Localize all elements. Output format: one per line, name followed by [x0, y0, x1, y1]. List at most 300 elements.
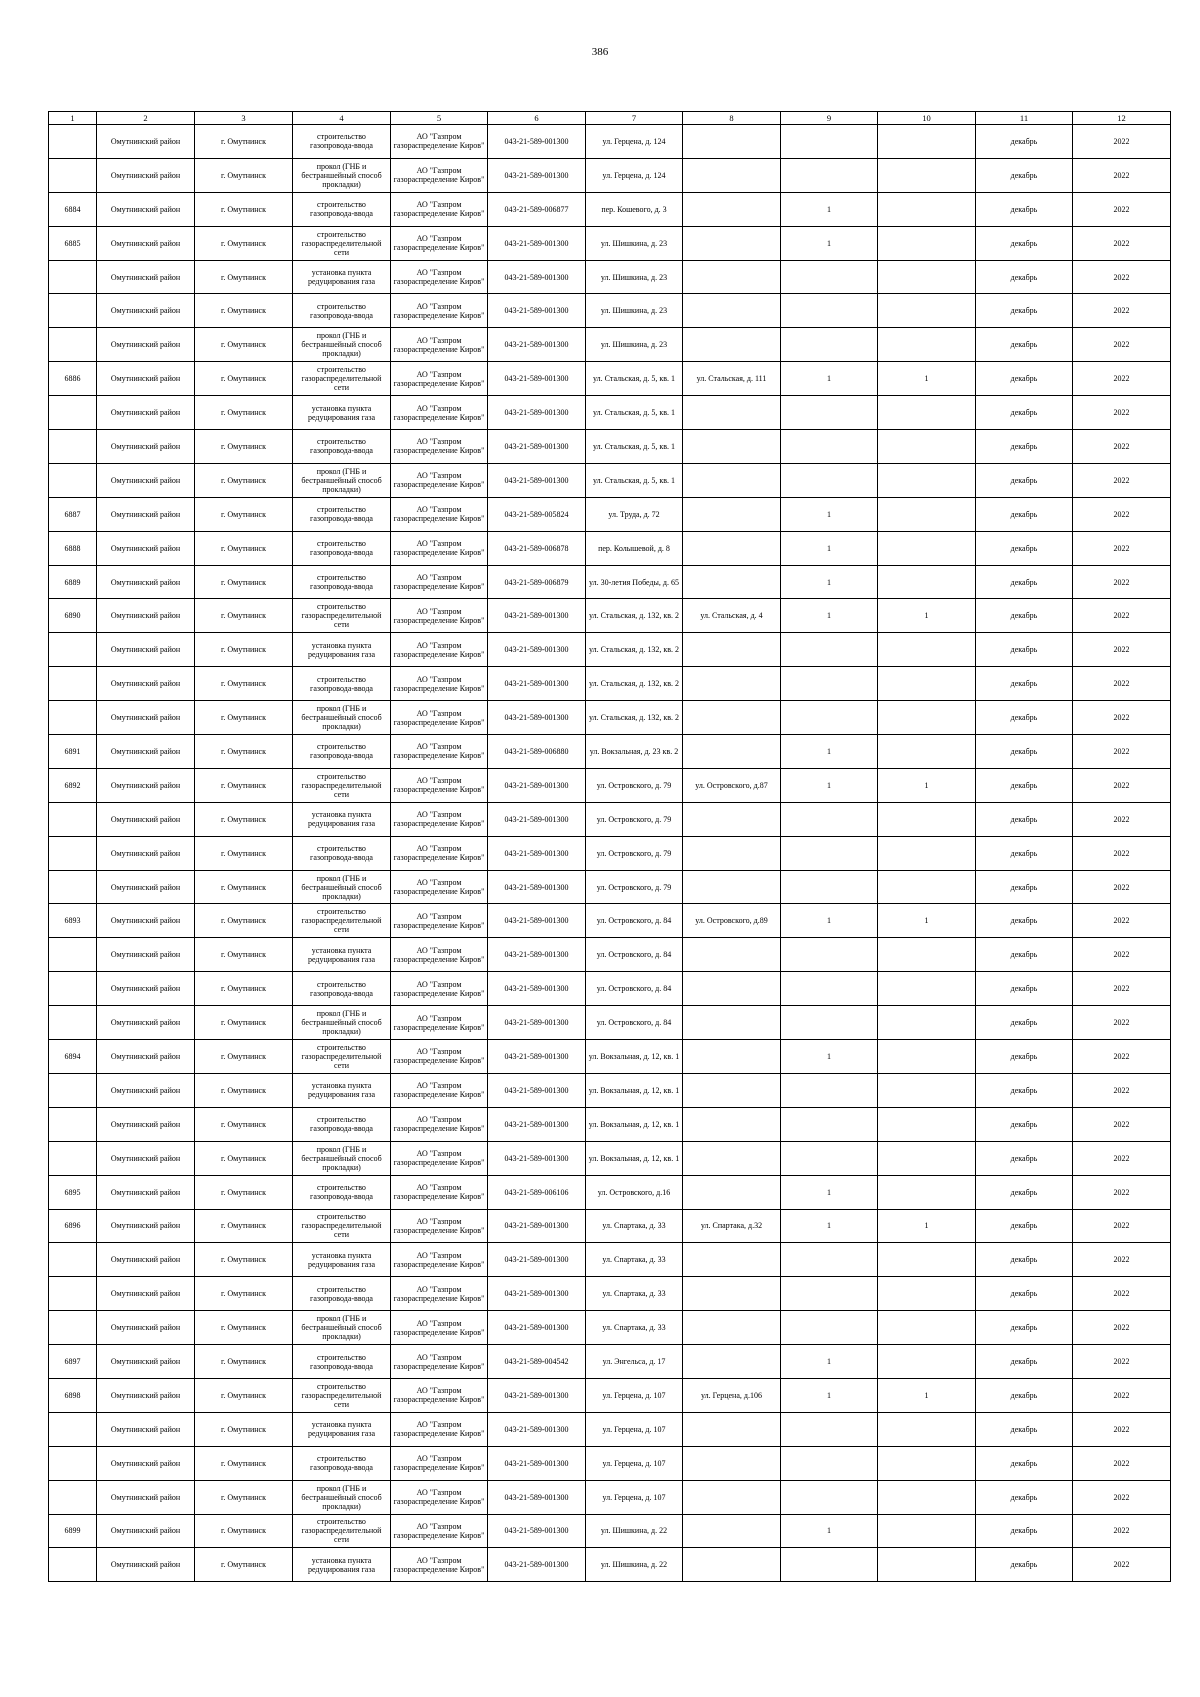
- cell-number: [49, 125, 97, 159]
- cell-year: 2022: [1073, 192, 1171, 226]
- cell-month: декабрь: [976, 667, 1073, 701]
- cell-organization: АО "Газпром газораспределение Киров": [391, 1412, 488, 1446]
- table-row: [49, 1412, 1171, 1446]
- cell-district: Омутнинский район: [97, 192, 195, 226]
- cell-city: г. Омутнинск: [195, 1311, 293, 1345]
- cell-address-2: [683, 1446, 781, 1480]
- cell-year: 2022: [1073, 1378, 1171, 1412]
- cell-col10: [878, 1446, 976, 1480]
- cell-year: 2022: [1073, 1243, 1171, 1277]
- cell-year: 2022: [1073, 1141, 1171, 1175]
- cell-col10: 1: [878, 904, 976, 938]
- cell-number: [49, 1412, 97, 1446]
- cell-address: ул. Островского, д.16: [586, 1175, 683, 1209]
- cell-col10: [878, 430, 976, 464]
- cell-year: 2022: [1073, 1514, 1171, 1548]
- cell-col9: [781, 1006, 878, 1040]
- cell-number: 6894: [49, 1040, 97, 1074]
- cell-month: декабрь: [976, 802, 1073, 836]
- cell-year: 2022: [1073, 904, 1171, 938]
- cell-col9: 1: [781, 1040, 878, 1074]
- cell-month: декабрь: [976, 362, 1073, 396]
- cell-address-2: [683, 226, 781, 260]
- cell-code: 043-21-589-001300: [488, 1311, 586, 1345]
- cell-district: Омутнинский район: [97, 1175, 195, 1209]
- cell-month: декабрь: [976, 226, 1073, 260]
- cell-district: Омутнинский район: [97, 768, 195, 802]
- cell-code: 043-21-589-006106: [488, 1175, 586, 1209]
- cell-organization: АО "Газпром газораспределение Киров": [391, 599, 488, 633]
- cell-address: ул. Герцена, д. 107: [586, 1446, 683, 1480]
- cell-district: Омутнинский район: [97, 1514, 195, 1548]
- cell-month: декабрь: [976, 192, 1073, 226]
- cell-address-2: [683, 158, 781, 192]
- cell-number: 6886: [49, 362, 97, 396]
- cell-city: г. Омутнинск: [195, 226, 293, 260]
- cell-city: г. Омутнинск: [195, 328, 293, 362]
- cell-col10: [878, 972, 976, 1006]
- table-row: [49, 1243, 1171, 1277]
- cell-year: 2022: [1073, 972, 1171, 1006]
- cell-col10: [878, 1548, 976, 1582]
- cell-city: г. Омутнинск: [195, 260, 293, 294]
- cell-district: Омутнинский район: [97, 972, 195, 1006]
- cell-col10: [878, 328, 976, 362]
- cell-year: 2022: [1073, 294, 1171, 328]
- cell-address-2: [683, 667, 781, 701]
- cell-month: декабрь: [976, 158, 1073, 192]
- cell-organization: АО "Газпром газораспределение Киров": [391, 1175, 488, 1209]
- cell-city: г. Омутнинск: [195, 1446, 293, 1480]
- cell-number: [49, 1141, 97, 1175]
- cell-district: Омутнинский район: [97, 1412, 195, 1446]
- cell-year: 2022: [1073, 226, 1171, 260]
- cell-code: 043-21-589-005824: [488, 497, 586, 531]
- cell-col10: [878, 836, 976, 870]
- cell-col10: [878, 125, 976, 159]
- cell-address-2: ул. Стальская, д. 4: [683, 599, 781, 633]
- cell-month: декабрь: [976, 904, 1073, 938]
- cell-address-2: [683, 1040, 781, 1074]
- cell-number: [49, 463, 97, 497]
- cell-col10: [878, 226, 976, 260]
- cell-work-type: установка пункта редуцирования газа: [293, 938, 391, 972]
- cell-month: декабрь: [976, 870, 1073, 904]
- cell-col9: [781, 870, 878, 904]
- cell-address: ул. Герцена, д. 107: [586, 1378, 683, 1412]
- header-row: [49, 112, 1171, 125]
- cell-year: 2022: [1073, 633, 1171, 667]
- cell-organization: АО "Газпром газораспределение Киров": [391, 701, 488, 735]
- cell-city: г. Омутнинск: [195, 294, 293, 328]
- table-row: [49, 633, 1171, 667]
- cell-code: 043-21-589-001300: [488, 226, 586, 260]
- cell-address: ул. Стальская, д. 5, кв. 1: [586, 463, 683, 497]
- cell-col10: [878, 1345, 976, 1379]
- cell-month: декабрь: [976, 972, 1073, 1006]
- cell-col10: [878, 158, 976, 192]
- cell-district: Омутнинский район: [97, 1073, 195, 1107]
- cell-month: декабрь: [976, 1378, 1073, 1412]
- cell-address: ул. Шишкина, д. 23: [586, 328, 683, 362]
- cell-city: г. Омутнинск: [195, 1243, 293, 1277]
- cell-col9: [781, 1412, 878, 1446]
- cell-district: Омутнинский район: [97, 1548, 195, 1582]
- cell-month: декабрь: [976, 1107, 1073, 1141]
- cell-organization: АО "Газпром газораспределение Киров": [391, 1277, 488, 1311]
- cell-number: [49, 802, 97, 836]
- cell-number: [49, 158, 97, 192]
- cell-work-type: прокол (ГНБ и бестраншейный способ прокладки): [293, 701, 391, 735]
- cell-address: ул. Островского, д. 79: [586, 870, 683, 904]
- cell-address: ул. Шишкина, д. 22: [586, 1514, 683, 1548]
- cell-year: 2022: [1073, 396, 1171, 430]
- cell-work-type: строительство газораспределительной сети: [293, 904, 391, 938]
- cell-work-type: установка пункта редуцирования газа: [293, 802, 391, 836]
- cell-organization: АО "Газпром газораспределение Киров": [391, 1480, 488, 1514]
- cell-address: ул. Герцена, д. 124: [586, 158, 683, 192]
- cell-number: 6892: [49, 768, 97, 802]
- cell-code: 043-21-589-001300: [488, 972, 586, 1006]
- cell-organization: АО "Газпром газораспределение Киров": [391, 904, 488, 938]
- cell-organization: АО "Газпром газораспределение Киров": [391, 396, 488, 430]
- table-row: [49, 1141, 1171, 1175]
- cell-address: ул. Стальская, д. 5, кв. 1: [586, 430, 683, 464]
- cell-col9: 1: [781, 497, 878, 531]
- cell-code: 043-21-589-001300: [488, 396, 586, 430]
- cell-month: декабрь: [976, 599, 1073, 633]
- cell-col9: 1: [781, 565, 878, 599]
- cell-code: 043-21-589-001300: [488, 430, 586, 464]
- cell-month: декабрь: [976, 1311, 1073, 1345]
- cell-month: декабрь: [976, 1073, 1073, 1107]
- cell-year: 2022: [1073, 565, 1171, 599]
- cell-district: Омутнинский район: [97, 633, 195, 667]
- cell-work-type: прокол (ГНБ и бестраншейный способ прокладки): [293, 1311, 391, 1345]
- table-row: [49, 463, 1171, 497]
- cell-code: 043-21-589-001300: [488, 870, 586, 904]
- cell-district: Омутнинский район: [97, 802, 195, 836]
- cell-col10: [878, 1040, 976, 1074]
- cell-col10: [878, 1107, 976, 1141]
- cell-organization: АО "Газпром газораспределение Киров": [391, 938, 488, 972]
- cell-work-type: строительство газопровода-ввода: [293, 531, 391, 565]
- cell-city: г. Омутнинск: [195, 1006, 293, 1040]
- cell-year: 2022: [1073, 667, 1171, 701]
- cell-district: Омутнинский район: [97, 1480, 195, 1514]
- cell-col9: 1: [781, 1175, 878, 1209]
- column-header-2: 2: [97, 112, 195, 125]
- cell-col9: 1: [781, 904, 878, 938]
- cell-city: г. Омутнинск: [195, 497, 293, 531]
- cell-code: 043-21-589-001300: [488, 1514, 586, 1548]
- cell-work-type: установка пункта редуцирования газа: [293, 260, 391, 294]
- cell-organization: АО "Газпром газораспределение Киров": [391, 125, 488, 159]
- cell-district: Омутнинский район: [97, 1141, 195, 1175]
- column-header-7: 7: [586, 112, 683, 125]
- cell-col9: 1: [781, 735, 878, 769]
- table-row: [49, 1006, 1171, 1040]
- cell-city: г. Омутнинск: [195, 802, 293, 836]
- cell-number: [49, 1277, 97, 1311]
- cell-code: 043-21-589-001300: [488, 1073, 586, 1107]
- cell-district: Омутнинский район: [97, 328, 195, 362]
- cell-number: [49, 1548, 97, 1582]
- cell-address: ул. Шишкина, д. 22: [586, 1548, 683, 1582]
- table-row: [49, 1446, 1171, 1480]
- cell-month: декабрь: [976, 463, 1073, 497]
- cell-code: 043-21-589-001300: [488, 362, 586, 396]
- cell-organization: АО "Газпром газораспределение Киров": [391, 565, 488, 599]
- cell-address-2: [683, 125, 781, 159]
- cell-month: декабрь: [976, 1345, 1073, 1379]
- cell-organization: АО "Газпром газораспределение Киров": [391, 1243, 488, 1277]
- cell-address: ул. Островского, д. 79: [586, 802, 683, 836]
- cell-year: 2022: [1073, 463, 1171, 497]
- cell-year: 2022: [1073, 531, 1171, 565]
- cell-number: [49, 938, 97, 972]
- cell-year: 2022: [1073, 125, 1171, 159]
- cell-city: г. Омутнинск: [195, 1040, 293, 1074]
- column-header-5: 5: [391, 112, 488, 125]
- cell-month: декабрь: [976, 768, 1073, 802]
- cell-work-type: строительство газораспределительной сети: [293, 1040, 391, 1074]
- cell-year: 2022: [1073, 735, 1171, 769]
- cell-city: г. Омутнинск: [195, 1345, 293, 1379]
- cell-number: 6899: [49, 1514, 97, 1548]
- cell-month: декабрь: [976, 1209, 1073, 1243]
- cell-district: Омутнинский район: [97, 1243, 195, 1277]
- cell-address-2: [683, 497, 781, 531]
- table-row: [49, 565, 1171, 599]
- cell-month: декабрь: [976, 1480, 1073, 1514]
- cell-number: 6888: [49, 531, 97, 565]
- cell-col10: 1: [878, 599, 976, 633]
- cell-year: 2022: [1073, 768, 1171, 802]
- cell-col10: [878, 294, 976, 328]
- cell-work-type: строительство газопровода-ввода: [293, 735, 391, 769]
- table-row: [49, 497, 1171, 531]
- cell-code: 043-21-589-001300: [488, 158, 586, 192]
- cell-month: декабрь: [976, 125, 1073, 159]
- cell-address: ул. Шишкина, д. 23: [586, 260, 683, 294]
- cell-district: Омутнинский район: [97, 701, 195, 735]
- cell-col9: 1: [781, 362, 878, 396]
- cell-work-type: строительство газораспределительной сети: [293, 1378, 391, 1412]
- cell-address-2: [683, 870, 781, 904]
- cell-col9: [781, 1311, 878, 1345]
- cell-col10: [878, 531, 976, 565]
- cell-month: декабрь: [976, 1040, 1073, 1074]
- cell-city: г. Омутнинск: [195, 125, 293, 159]
- cell-district: Омутнинский район: [97, 667, 195, 701]
- table-body: [49, 125, 1171, 1582]
- table-row: [49, 1514, 1171, 1548]
- cell-col9: [781, 1243, 878, 1277]
- cell-month: декабрь: [976, 735, 1073, 769]
- cell-col9: [781, 1446, 878, 1480]
- cell-col10: [878, 1006, 976, 1040]
- cell-year: 2022: [1073, 1345, 1171, 1379]
- cell-organization: АО "Газпром газораспределение Киров": [391, 1209, 488, 1243]
- cell-number: [49, 1107, 97, 1141]
- cell-work-type: строительство газораспределительной сети: [293, 1514, 391, 1548]
- table-row: [49, 1378, 1171, 1412]
- cell-col9: [781, 802, 878, 836]
- cell-col10: [878, 1311, 976, 1345]
- cell-number: [49, 260, 97, 294]
- cell-work-type: установка пункта редуцирования газа: [293, 1412, 391, 1446]
- cell-month: декабрь: [976, 1243, 1073, 1277]
- cell-work-type: строительство газопровода-ввода: [293, 1107, 391, 1141]
- cell-work-type: прокол (ГНБ и бестраншейный способ прокладки): [293, 1141, 391, 1175]
- cell-address-2: [683, 1141, 781, 1175]
- cell-year: 2022: [1073, 1006, 1171, 1040]
- cell-number: 6889: [49, 565, 97, 599]
- table-row: [49, 1311, 1171, 1345]
- cell-code: 043-21-589-001300: [488, 802, 586, 836]
- cell-address-2: [683, 1345, 781, 1379]
- cell-year: 2022: [1073, 1107, 1171, 1141]
- cell-work-type: установка пункта редуцирования газа: [293, 1548, 391, 1582]
- cell-organization: АО "Газпром газораспределение Киров": [391, 1311, 488, 1345]
- cell-col10: [878, 938, 976, 972]
- cell-col9: [781, 1141, 878, 1175]
- cell-address: ул. Спартака, д. 33: [586, 1311, 683, 1345]
- cell-month: декабрь: [976, 1514, 1073, 1548]
- cell-col10: [878, 1480, 976, 1514]
- cell-address-2: [683, 836, 781, 870]
- cell-year: 2022: [1073, 158, 1171, 192]
- cell-number: [49, 633, 97, 667]
- cell-city: г. Омутнинск: [195, 1175, 293, 1209]
- cell-code: 043-21-589-001300: [488, 1378, 586, 1412]
- cell-month: декабрь: [976, 701, 1073, 735]
- cell-number: [49, 1446, 97, 1480]
- column-header-1: 1: [49, 112, 97, 125]
- table-row: [49, 802, 1171, 836]
- cell-work-type: строительство газопровода-ввода: [293, 1175, 391, 1209]
- cell-month: декабрь: [976, 938, 1073, 972]
- cell-organization: АО "Газпром газораспределение Киров": [391, 497, 488, 531]
- cell-col9: [781, 125, 878, 159]
- cell-col10: [878, 1514, 976, 1548]
- cell-col10: 1: [878, 362, 976, 396]
- cell-district: Омутнинский район: [97, 362, 195, 396]
- cell-col9: [781, 1548, 878, 1582]
- cell-district: Омутнинский район: [97, 1345, 195, 1379]
- cell-address-2: [683, 802, 781, 836]
- cell-address: пер. Кошевого, д. 3: [586, 192, 683, 226]
- cell-address-2: [683, 294, 781, 328]
- cell-col9: 1: [781, 192, 878, 226]
- cell-address: ул. Островского, д. 79: [586, 768, 683, 802]
- cell-col10: [878, 870, 976, 904]
- cell-organization: АО "Газпром газораспределение Киров": [391, 802, 488, 836]
- cell-district: Омутнинский район: [97, 463, 195, 497]
- column-header-12: 12: [1073, 112, 1171, 125]
- cell-work-type: прокол (ГНБ и бестраншейный способ прокладки): [293, 1480, 391, 1514]
- cell-work-type: строительство газопровода-ввода: [293, 836, 391, 870]
- cell-district: Омутнинский район: [97, 1006, 195, 1040]
- cell-month: декабрь: [976, 430, 1073, 464]
- cell-work-type: строительство газораспределительной сети: [293, 768, 391, 802]
- cell-col10: [878, 192, 976, 226]
- cell-work-type: строительство газопровода-ввода: [293, 667, 391, 701]
- cell-address-2: [683, 1073, 781, 1107]
- cell-district: Омутнинский район: [97, 1311, 195, 1345]
- cell-year: 2022: [1073, 802, 1171, 836]
- cell-year: 2022: [1073, 260, 1171, 294]
- cell-city: г. Омутнинск: [195, 1548, 293, 1582]
- cell-number: 6895: [49, 1175, 97, 1209]
- cell-code: 043-21-589-001300: [488, 1446, 586, 1480]
- cell-code: 043-21-589-001300: [488, 633, 586, 667]
- cell-year: 2022: [1073, 497, 1171, 531]
- cell-year: 2022: [1073, 938, 1171, 972]
- cell-address-2: [683, 531, 781, 565]
- cell-address-2: [683, 1277, 781, 1311]
- table-row: [49, 972, 1171, 1006]
- cell-year: 2022: [1073, 328, 1171, 362]
- cell-organization: АО "Газпром газораспределение Киров": [391, 1548, 488, 1582]
- column-header-8: 8: [683, 112, 781, 125]
- cell-organization: АО "Газпром газораспределение Киров": [391, 328, 488, 362]
- table-row: [49, 735, 1171, 769]
- cell-address: ул. Герцена, д. 124: [586, 125, 683, 159]
- cell-work-type: строительство газопровода-ввода: [293, 565, 391, 599]
- cell-work-type: строительство газопровода-ввода: [293, 497, 391, 531]
- cell-organization: АО "Газпром газораспределение Киров": [391, 1040, 488, 1074]
- cell-city: г. Омутнинск: [195, 870, 293, 904]
- cell-address-2: [683, 192, 781, 226]
- cell-col10: [878, 396, 976, 430]
- cell-city: г. Омутнинск: [195, 565, 293, 599]
- cell-month: декабрь: [976, 1446, 1073, 1480]
- cell-address-2: [683, 1514, 781, 1548]
- cell-col9: 1: [781, 226, 878, 260]
- cell-city: г. Омутнинск: [195, 1378, 293, 1412]
- cell-year: 2022: [1073, 1277, 1171, 1311]
- cell-address: ул. Стальская, д. 132, кв. 2: [586, 633, 683, 667]
- registry-table: [48, 111, 1171, 1582]
- cell-address: ул. Шишкина, д. 23: [586, 226, 683, 260]
- cell-number: 6893: [49, 904, 97, 938]
- cell-number: 6887: [49, 497, 97, 531]
- cell-organization: АО "Газпром газораспределение Киров": [391, 1514, 488, 1548]
- cell-organization: АО "Газпром газораспределение Киров": [391, 870, 488, 904]
- cell-month: декабрь: [976, 294, 1073, 328]
- cell-number: [49, 1073, 97, 1107]
- cell-work-type: установка пункта редуцирования газа: [293, 633, 391, 667]
- cell-col9: [781, 463, 878, 497]
- table-row: [49, 1209, 1171, 1243]
- cell-city: г. Омутнинск: [195, 1073, 293, 1107]
- cell-year: 2022: [1073, 1175, 1171, 1209]
- cell-col9: [781, 1277, 878, 1311]
- cell-work-type: строительство газораспределительной сети: [293, 1209, 391, 1243]
- cell-year: 2022: [1073, 1446, 1171, 1480]
- cell-col9: [781, 328, 878, 362]
- cell-work-type: установка пункта редуцирования газа: [293, 1243, 391, 1277]
- cell-organization: АО "Газпром газораспределение Киров": [391, 463, 488, 497]
- cell-city: г. Омутнинск: [195, 701, 293, 735]
- cell-city: г. Омутнинск: [195, 430, 293, 464]
- cell-month: декабрь: [976, 1412, 1073, 1446]
- cell-col10: [878, 802, 976, 836]
- cell-work-type: установка пункта редуцирования газа: [293, 396, 391, 430]
- cell-number: [49, 1243, 97, 1277]
